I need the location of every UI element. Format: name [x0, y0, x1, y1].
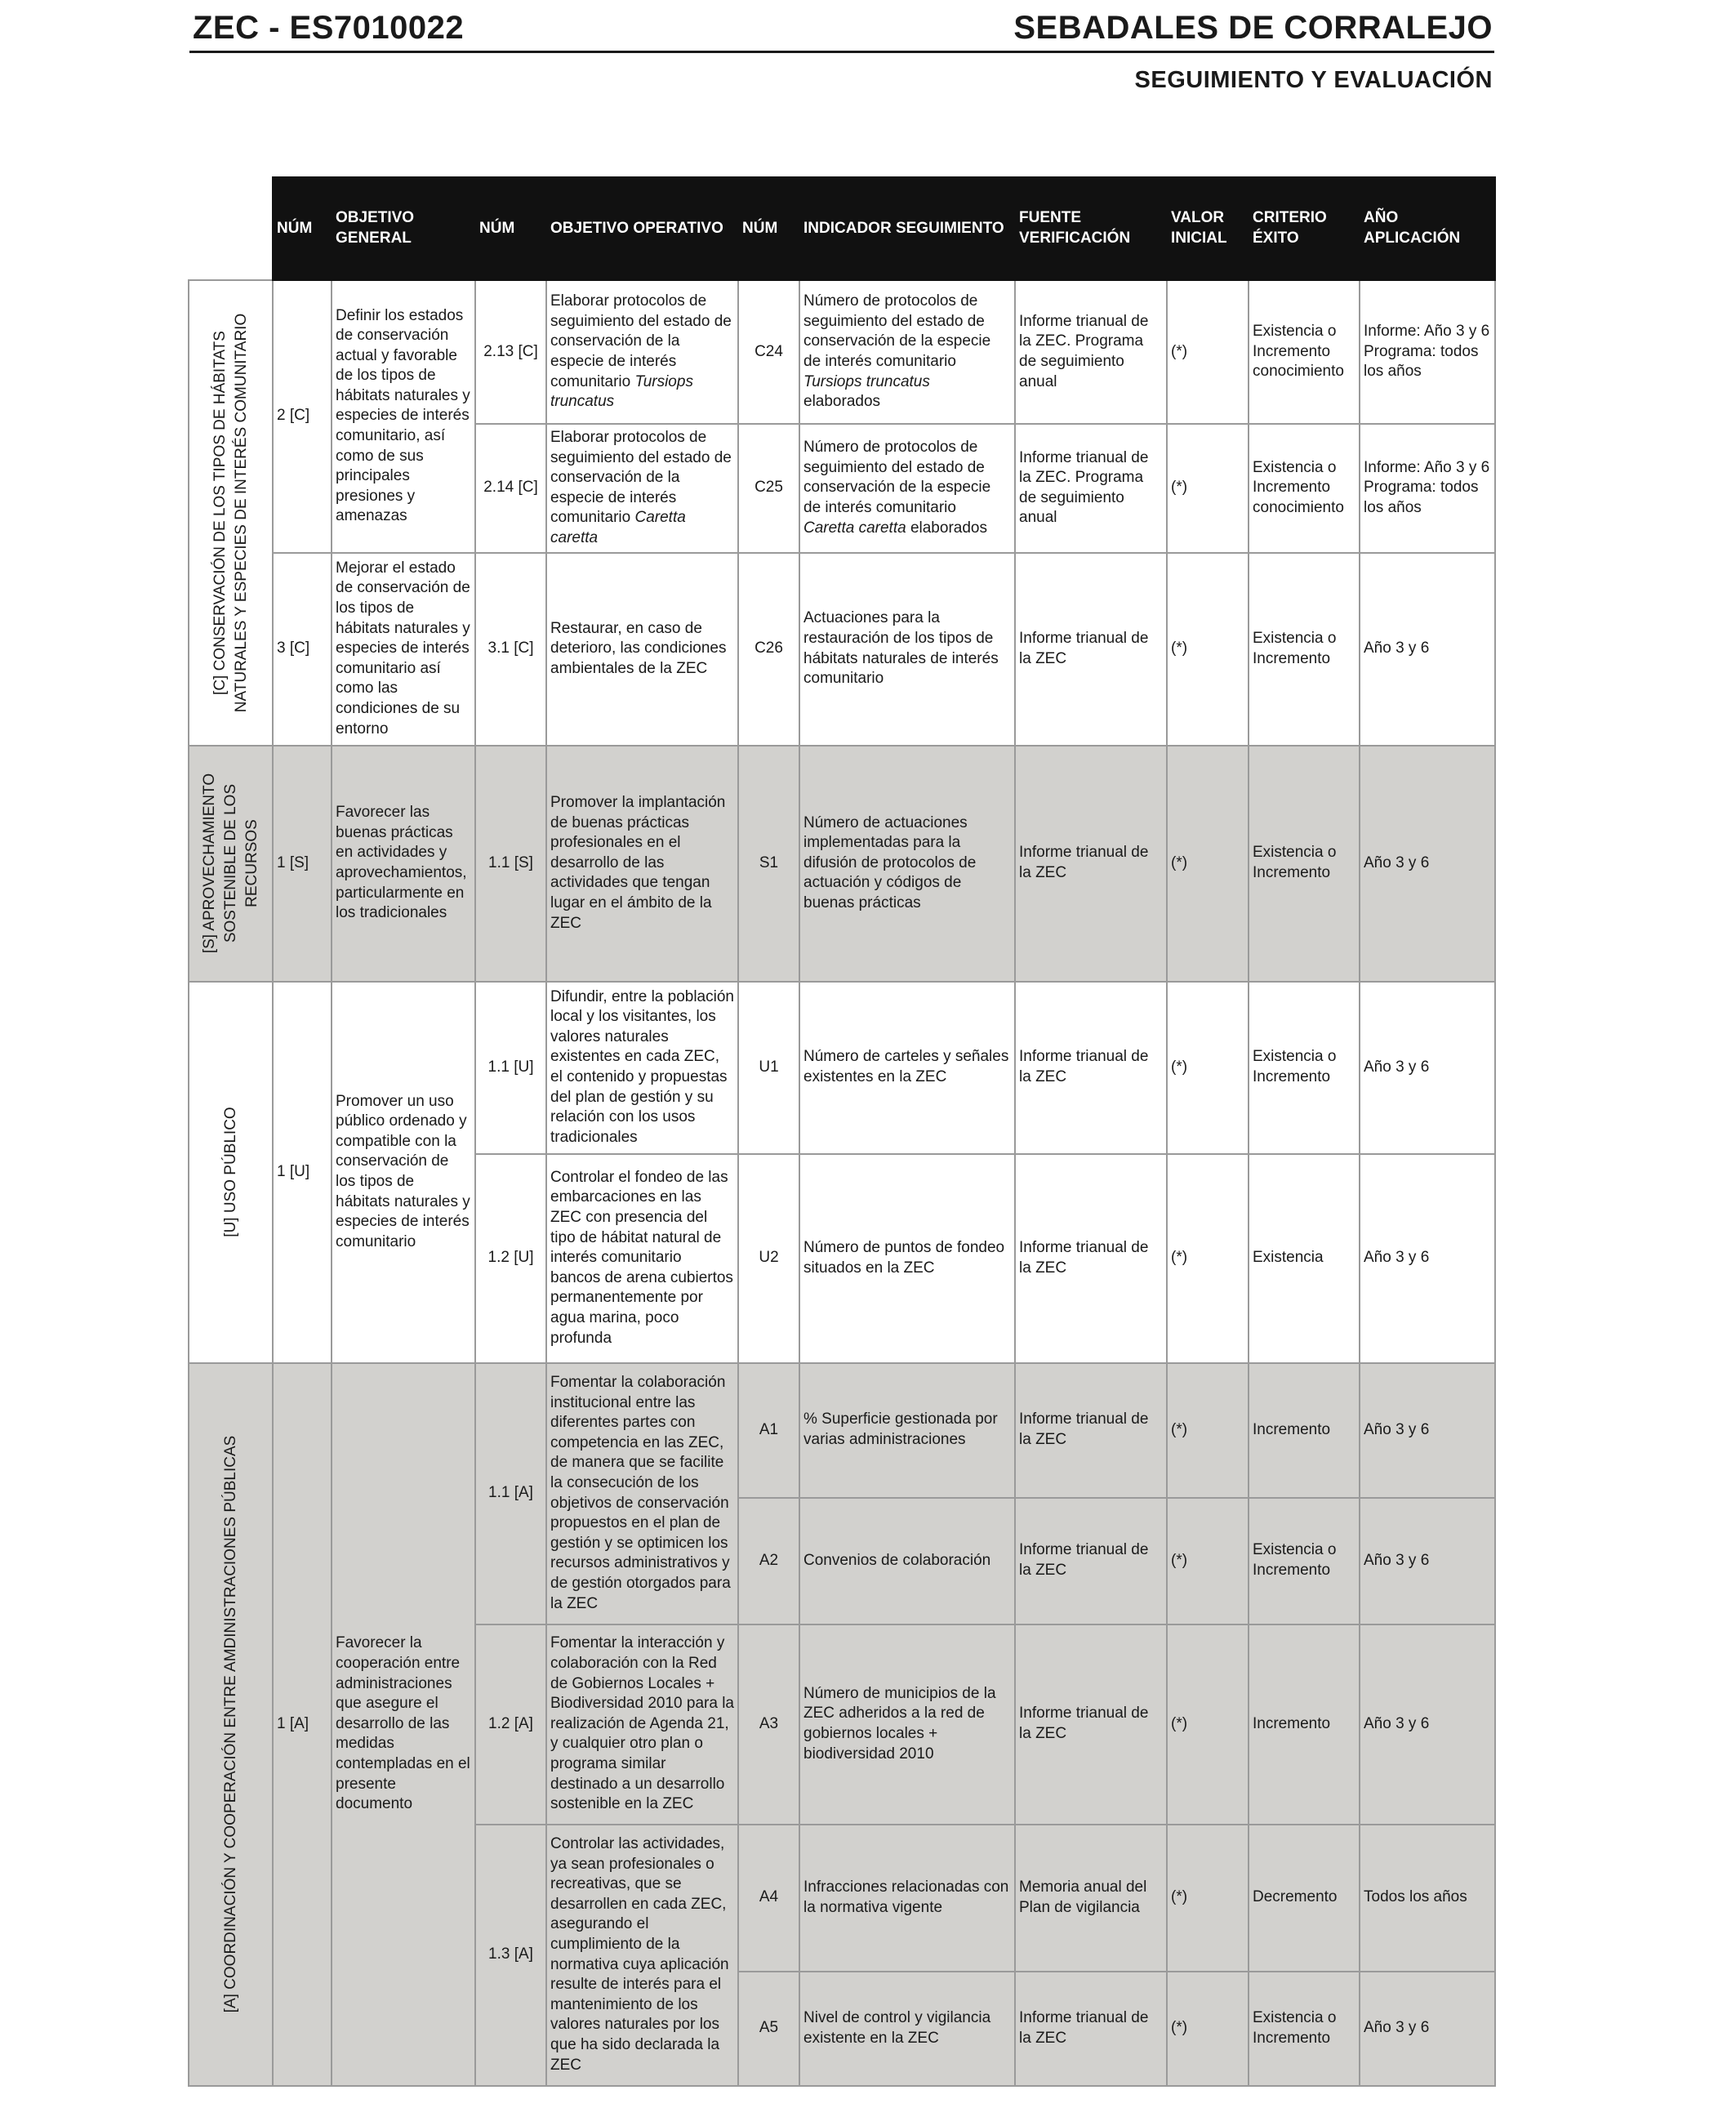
anio: Año 3 y 6 — [1360, 1972, 1495, 2086]
section-subtitle: SEGUIMIENTO Y EVALUACIÓN — [1134, 67, 1493, 93]
valor-inicial: (*) — [1167, 1825, 1249, 1972]
section-label-s: [S] APROVECHAMIENTO SOSTENIBLE DE LOS RECURSOS — [189, 746, 273, 982]
criterio: Existencia o Incremento — [1249, 982, 1360, 1154]
indicador: Número de carteles y señales existentes en la ZEC — [799, 982, 1015, 1154]
indicator-num: S1 — [738, 746, 799, 982]
indicador: Número de puntos de fondeo situados en la ZEC — [799, 1154, 1015, 1363]
criterio: Existencia o Incremento — [1249, 1498, 1360, 1624]
indicador: Infracciones relacionadas con la normativa vigente — [799, 1825, 1015, 1972]
indicador: % Superficie gestionada por varias administraciones — [799, 1363, 1015, 1498]
criterio: Existencia — [1249, 1154, 1360, 1363]
indicador: Número de municipios de la ZEC adheridos a la red de gobiernos locales + biodiversidad 2010 — [799, 1624, 1015, 1825]
criterio: Existencia o Incremento — [1249, 553, 1360, 746]
indicador: Actuaciones para la restauración de los tipos de hábitats naturales de interés comunitario — [799, 553, 1015, 746]
objetivo-operativo: Restaurar, en caso de deterioro, las condiciones ambientales de la ZEC — [546, 553, 738, 746]
op-num: 1.1 [A] — [475, 1363, 546, 1624]
valor-inicial: (*) — [1167, 1972, 1249, 2086]
objetivo-operativo: Elaborar protocolos de seguimiento del estado de conservación de la especie de interés comunitario Tursiops truncatus — [546, 280, 738, 424]
objetivo-general: Promover un uso público ordenado y compatible con la conservación de los tipos de hábitats naturales y especies de interés comunitario — [332, 982, 475, 1363]
objetivo-operativo: Controlar las actividades, ya sean profesionales o recreativas, que se desarrollen en cada ZEC, asegurando el cumplimiento de la normativa cuya aplicación resulte de interés para el mantenimiento de los valores naturales por los que ha sido declarada la ZEC — [546, 1825, 738, 2086]
fuente: Informe trianual de la ZEC. Programa de seguimiento anual — [1015, 424, 1167, 553]
anio: Año 3 y 6 — [1360, 553, 1495, 746]
op-num: 2.13 [C] — [475, 280, 546, 424]
fuente: Informe trianual de la ZEC — [1015, 1624, 1167, 1825]
indicador: Nivel de control y vigilancia existente en la ZEC — [799, 1972, 1015, 2086]
indicator-num: A4 — [738, 1825, 799, 1972]
col-num-indicador: NÚM — [738, 177, 799, 280]
criterio: Incremento — [1249, 1624, 1360, 1825]
col-objetivo-operativo: OBJETIVO OPERATIVO — [546, 177, 738, 280]
objetivo-general: Favorecer las buenas prácticas en actividades y aprovechamientos, particularmente en los tradicionales — [332, 746, 475, 982]
objetivo-general: Favorecer la cooperación entre administraciones que asegure el desarrollo de las medidas contempladas en el presente documento — [332, 1363, 475, 2086]
objetivo-general: Mejorar el estado de conservación de los tipos de hábitats naturales y especies de interés comunitario así como las condiciones de su entorno — [332, 553, 475, 746]
objetivo-operativo: Controlar el fondeo de las embarcaciones en las ZEC con presencia del tipo de hábitat natural de interés comunitario bancos de arena cubiertos permanentemente por agua marina, poco profunda — [546, 1154, 738, 1363]
criterio: Decremento — [1249, 1825, 1360, 1972]
op-num: 1.3 [A] — [475, 1825, 546, 2086]
valor-inicial: (*) — [1167, 553, 1249, 746]
col-valor-inicial: VALOR INICIAL — [1167, 177, 1249, 280]
valor-inicial: (*) — [1167, 1498, 1249, 1624]
col-indicador-seguimiento: INDICADOR SEGUIMIENTO — [799, 177, 1015, 280]
objetivo-operativo: Elaborar protocolos de seguimiento del estado de conservación de la especie de interés comunitario Caretta caretta — [546, 424, 738, 553]
anio: Año 3 y 6 — [1360, 1154, 1495, 1363]
fuente: Informe trianual de la ZEC — [1015, 1498, 1167, 1624]
fuente: Informe trianual de la ZEC — [1015, 746, 1167, 982]
indicador: Número de protocolos de seguimiento del estado de conservación de la especie de interés comunitario Tursiops truncatus elaborados — [799, 280, 1015, 424]
anio: Año 3 y 6 — [1360, 746, 1495, 982]
anio: Informe: Año 3 y 6 Programa: todos los años — [1360, 280, 1495, 424]
fuente: Memoria anual del Plan de vigilancia — [1015, 1825, 1167, 1972]
anio: Año 3 y 6 — [1360, 1363, 1495, 1498]
header-spacer — [189, 177, 273, 280]
table-row — [189, 553, 1495, 746]
criterio: Existencia o Incremento — [1249, 746, 1360, 982]
section-label-u: [U] USO PÚBLICO — [189, 982, 273, 1363]
objetivo-operativo: Promover la implantación de buenas prácticas profesionales en el desarrollo de las actividades que tengan lugar en el ámbito de la ZEC — [546, 746, 738, 982]
indicador: Número de protocolos de seguimiento del estado de conservación de la especie de interés comunitario Caretta caretta elaborados — [799, 424, 1015, 553]
op-num: 2.14 [C] — [475, 424, 546, 553]
indicator-num: U2 — [738, 1154, 799, 1363]
valor-inicial: (*) — [1167, 1624, 1249, 1825]
criterio: Incremento — [1249, 1363, 1360, 1498]
anio: Año 3 y 6 — [1360, 1624, 1495, 1825]
indicator-num: A3 — [738, 1624, 799, 1825]
col-anio-aplicacion: AÑO APLICACIÓN — [1360, 177, 1495, 280]
col-num-operativo: NÚM — [475, 177, 546, 280]
criterio: Existencia o Incremento conocimiento — [1249, 280, 1360, 424]
general-num: 1 [U] — [273, 982, 332, 1363]
table-row — [189, 982, 1495, 1154]
indicator-num: A2 — [738, 1498, 799, 1624]
table-row — [189, 1363, 1495, 1498]
fuente: Informe trianual de la ZEC — [1015, 1154, 1167, 1363]
valor-inicial: (*) — [1167, 280, 1249, 424]
op-num: 1.2 [U] — [475, 1154, 546, 1363]
valor-inicial: (*) — [1167, 1363, 1249, 1498]
objetivo-operativo: Difundir, entre la población local y los visitantes, los valores naturales existentes en cada ZEC, el contenido y propuestas del plan de gestión y su relación con los usos tradicionales — [546, 982, 738, 1154]
col-fuente-verificacion: FUENTE VERIFICACIÓN — [1015, 177, 1167, 280]
fuente: Informe trianual de la ZEC — [1015, 1972, 1167, 2086]
document-code: ZEC - ES7010022 — [193, 10, 465, 46]
valor-inicial: (*) — [1167, 424, 1249, 553]
col-num-general: NÚM — [273, 177, 332, 280]
op-num: 1.2 [A] — [475, 1624, 546, 1825]
criterio: Existencia o Incremento conocimiento — [1249, 424, 1360, 553]
anio: Informe: Año 3 y 6 Programa: todos los años — [1360, 424, 1495, 553]
header-row — [189, 177, 1495, 280]
valor-inicial: (*) — [1167, 1154, 1249, 1363]
section-label-c: [C] CONSERVACIÓN DE LOS TIPOS DE HÁBITATS NATURALES Y ESPECIES DE INTERÉS COMUNITARIO — [189, 280, 273, 746]
fuente: Informe trianual de la ZEC — [1015, 553, 1167, 746]
objetivo-general: Definir los estados de conservación actual y favorable de los tipos de hábitats naturales y especies de interés comunitario, así como de sus principales presiones y amenazas — [332, 280, 475, 553]
anio: Año 3 y 6 — [1360, 982, 1495, 1154]
fuente: Informe trianual de la ZEC. Programa de seguimiento anual — [1015, 280, 1167, 424]
indicator-num: C26 — [738, 553, 799, 746]
site-name: SEBADALES DE CORRALEJO — [1013, 10, 1493, 46]
anio: Año 3 y 6 — [1360, 1498, 1495, 1624]
indicador: Convenios de colaboración — [799, 1498, 1015, 1624]
anio: Todos los años — [1360, 1825, 1495, 1972]
valor-inicial: (*) — [1167, 982, 1249, 1154]
valor-inicial: (*) — [1167, 746, 1249, 982]
objetivo-operativo: Fomentar la colaboración institucional entre las diferentes partes con competencia en las ZEC, de manera que se facilite la consecución de los objetivos de conservación propuestos en el plan de gestión y se optimicen los recursos administrativos y de gestión otorgados para la ZEC — [546, 1363, 738, 1624]
col-objetivo-general: OBJETIVO GENERAL — [332, 177, 475, 280]
col-criterio-exito: CRITERIO ÉXITO — [1249, 177, 1360, 280]
general-num: 1 [A] — [273, 1363, 332, 2086]
table-row — [189, 280, 1495, 424]
general-num: 1 [S] — [273, 746, 332, 982]
indicator-num: C24 — [738, 280, 799, 424]
op-num: 1.1 [S] — [475, 746, 546, 982]
op-num: 3.1 [C] — [475, 553, 546, 746]
criterio: Existencia o Incremento — [1249, 1972, 1360, 2086]
general-num: 3 [C] — [273, 553, 332, 746]
indicator-num: A1 — [738, 1363, 799, 1498]
section-label-a: [A] COORDINACIÓN Y COOPERACIÓN ENTRE AMDINISTRACIONES PÚBLICAS — [189, 1363, 273, 2086]
header-divider — [189, 51, 1494, 53]
fuente: Informe trianual de la ZEC — [1015, 1363, 1167, 1498]
indicator-num: U1 — [738, 982, 799, 1154]
table-row — [189, 746, 1495, 982]
indicator-num: C25 — [738, 424, 799, 553]
general-num: 2 [C] — [273, 280, 332, 553]
fuente: Informe trianual de la ZEC — [1015, 982, 1167, 1154]
indicador: Número de actuaciones implementadas para la difusión de protocolos de actuación y códigos de buenas prácticas — [799, 746, 1015, 982]
monitoring-table — [188, 176, 1496, 2087]
objetivo-operativo: Fomentar la interacción y colaboración con la Red de Gobiernos Locales + Biodiversidad 2010 para la realización de Agenda 21, y cualquier otro plan o programa similar destinado a un desarrollo sostenible en la ZEC — [546, 1624, 738, 1825]
op-num: 1.1 [U] — [475, 982, 546, 1154]
indicator-num: A5 — [738, 1972, 799, 2086]
